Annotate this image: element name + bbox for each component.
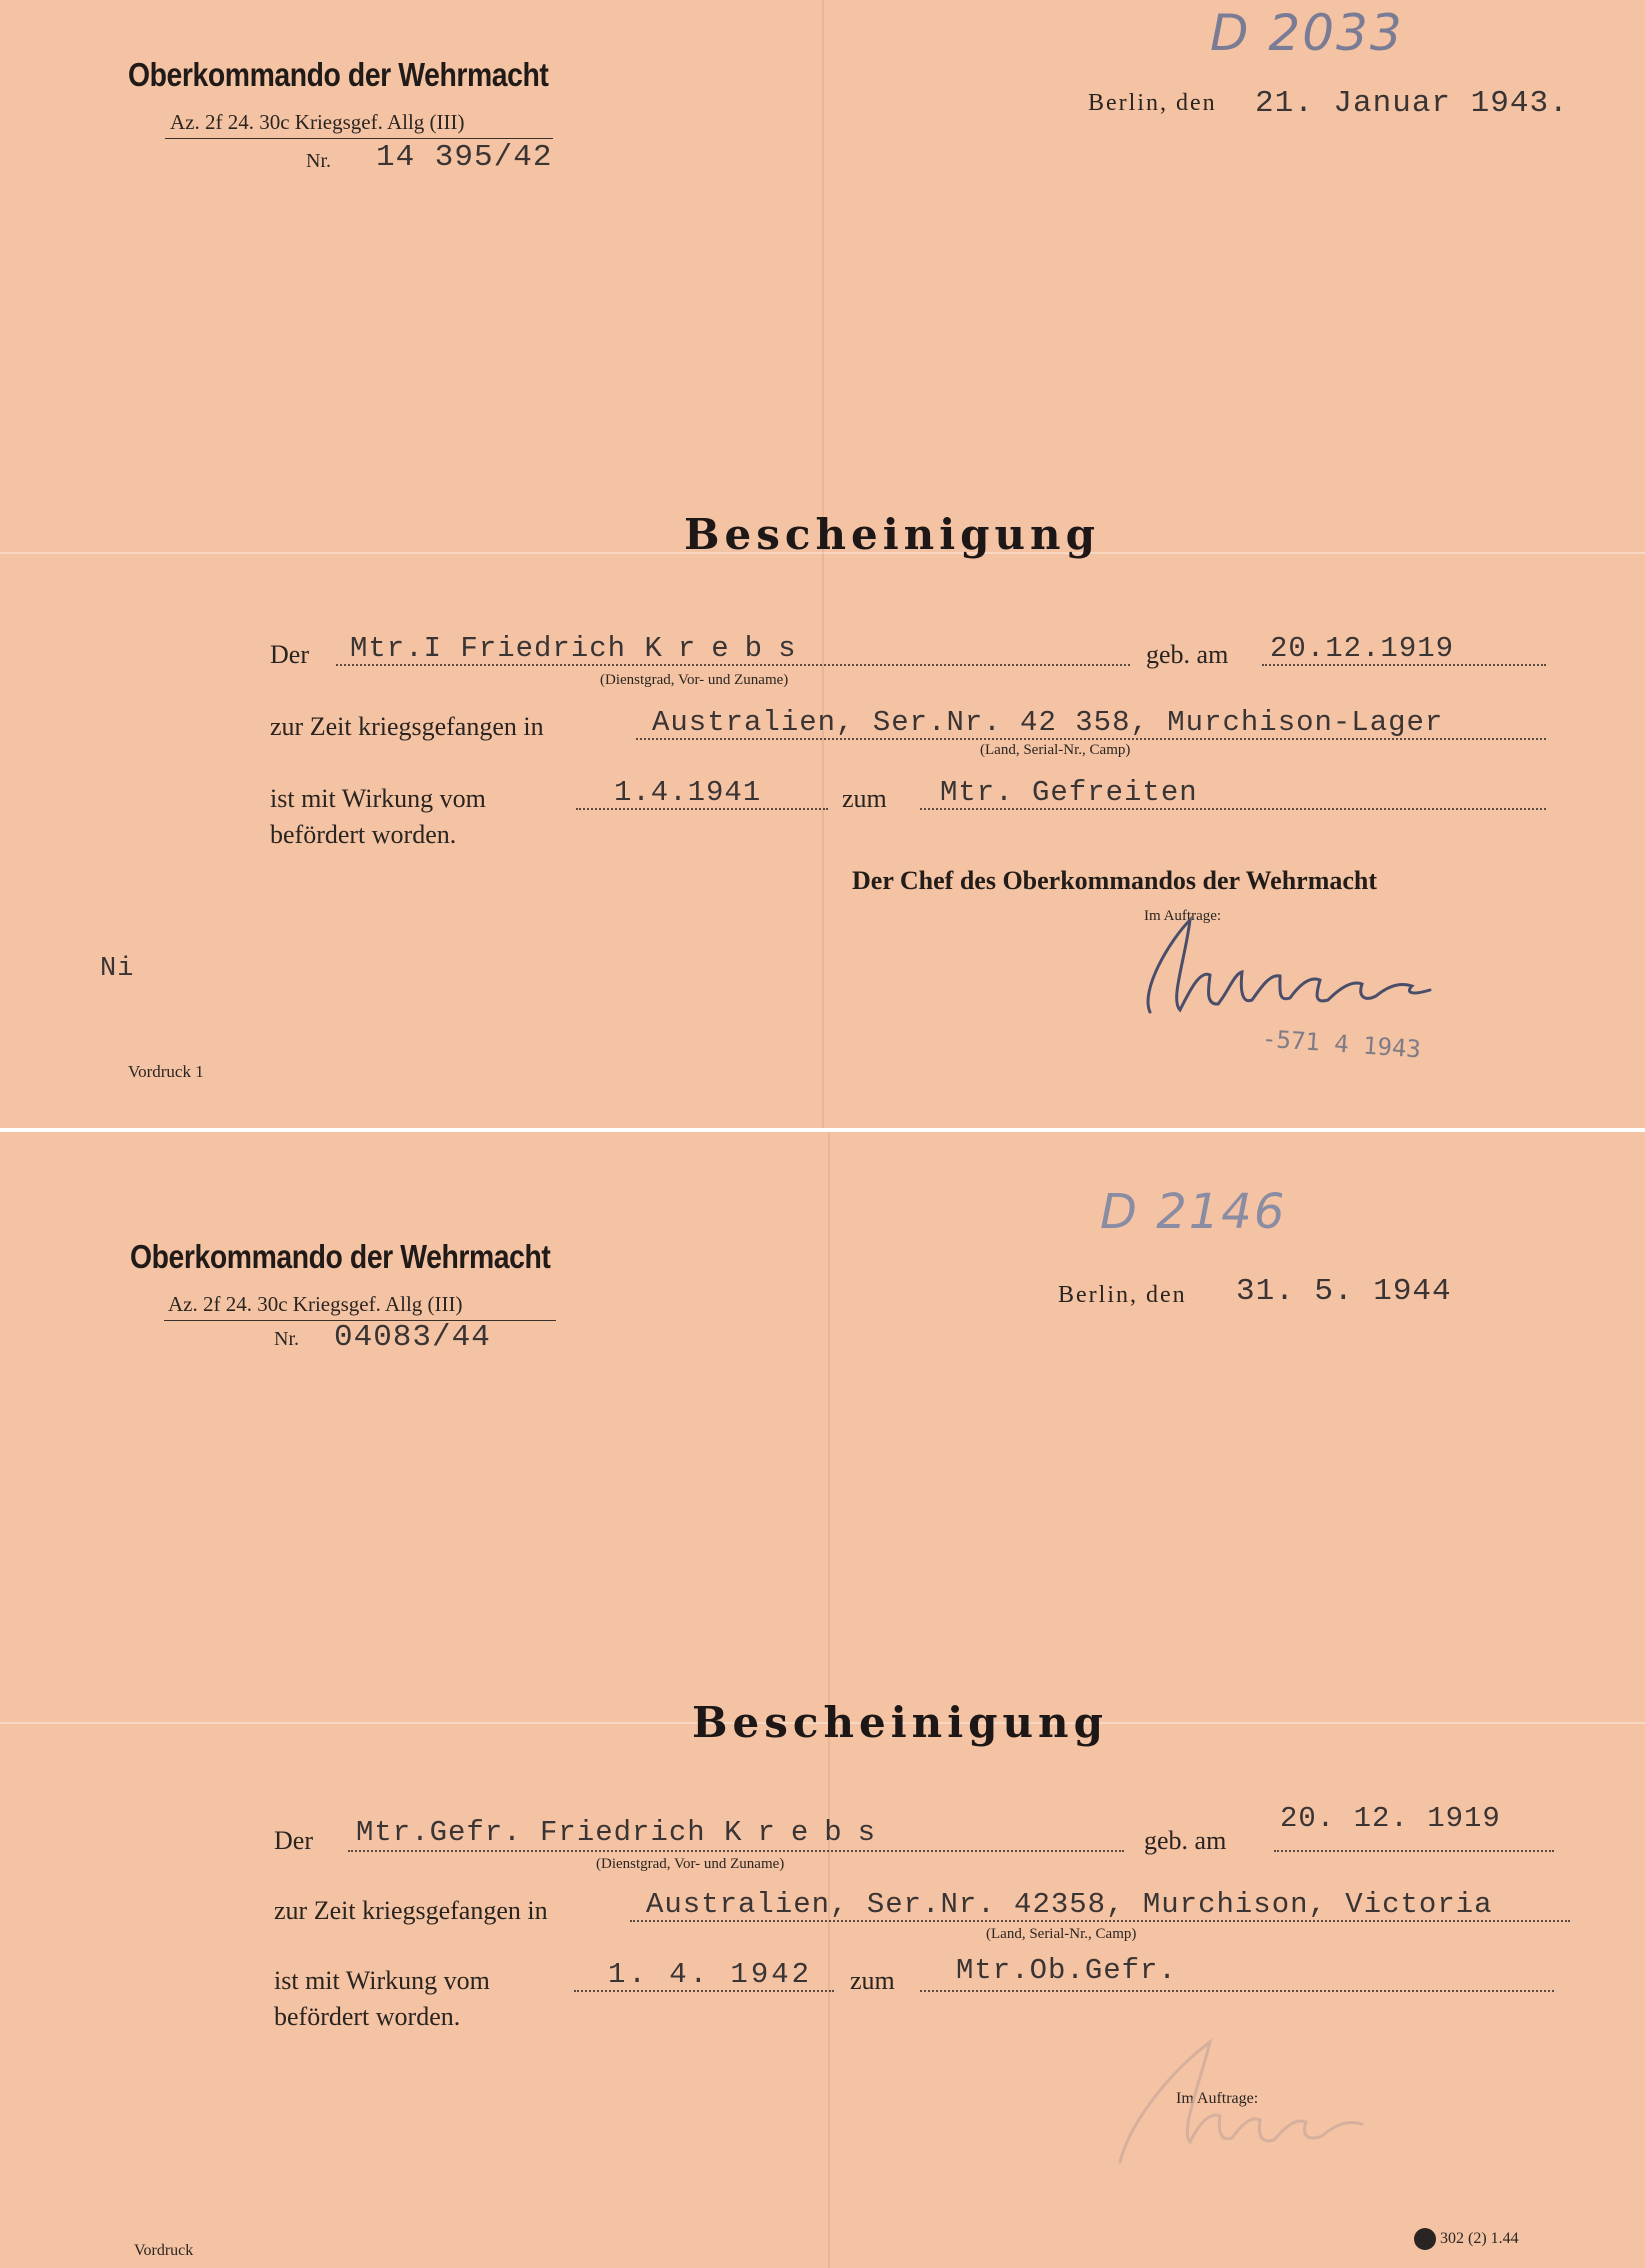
birth-label: geb. am	[1146, 640, 1229, 669]
archive-mark: D 2146	[1100, 1184, 1287, 1240]
fill-line	[574, 1990, 834, 1992]
letterhead-org: Oberkommando der Wehrmacht	[128, 56, 549, 93]
birth-date: 20. 12. 1919	[1280, 1802, 1501, 1835]
paper-fold	[822, 0, 824, 1128]
captivity-caption: (Land, Serial-Nr., Camp)	[986, 1926, 1137, 1942]
zum-label: zum	[842, 784, 887, 813]
certificate-sheet-1944	[0, 1132, 1645, 2268]
nr-value: 04083/44	[334, 1320, 491, 1355]
effect-date: 1.4.1941	[614, 776, 762, 809]
name-caption: (Dienstgrad, Vor- und Zuname)	[596, 1856, 785, 1872]
soldier-rank-firstname: Mtr.I Friedrich	[350, 632, 627, 665]
captivity-caption: (Land, Serial-Nr., Camp)	[980, 742, 1131, 758]
new-rank: Mtr. Gefreiten	[940, 776, 1198, 809]
birth-date: 20.12.1919	[1270, 632, 1455, 665]
captivity-location: Australien, Ser.Nr. 42358, Murchison, Victoria	[646, 1888, 1493, 1921]
form-label: Vordruck 1	[128, 1062, 204, 1081]
soldier-name	[356, 1816, 891, 1849]
certificate-sheet-1943	[0, 0, 1645, 1128]
place-label: Berlin, den	[1088, 90, 1217, 116]
issue-date: 31. 5. 1944	[1236, 1274, 1452, 1309]
promoted-text: befördert worden.	[274, 2002, 461, 2031]
signature-faint	[1100, 2012, 1400, 2172]
reference-az: Az. 2f 24. 30c Kriegsgef. Allg (III)	[170, 110, 465, 134]
issue-date: 21. Januar 1943.	[1255, 86, 1569, 121]
name-caption: (Dienstgrad, Vor- und Zuname)	[600, 672, 789, 688]
soldier-rank-firstname: Mtr.Gefr. Friedrich	[356, 1816, 706, 1849]
birth-label: geb. am	[1144, 1826, 1227, 1855]
captivity-location: Australien, Ser.Nr. 42 358, Murchison-Lager	[652, 706, 1444, 739]
soldier-surname: Krebs	[644, 632, 812, 665]
on-behalf-label: Im Auftrage:	[1144, 908, 1222, 924]
reference-az: Az. 2f 24. 30c Kriegsgef. Allg (III)	[168, 1292, 463, 1316]
fill-line	[348, 1850, 1124, 1852]
nr-label: Nr.	[274, 1328, 299, 1350]
der-label: Der	[270, 640, 309, 669]
fill-line	[336, 664, 1130, 666]
form-code: 302 (2) 1.44	[1440, 2230, 1519, 2247]
fill-line	[630, 1920, 1570, 1922]
on-behalf-label: Im Auftrage:	[1176, 2090, 1259, 2107]
new-rank: Mtr.Ob.Gefr.	[956, 1954, 1177, 1987]
effect-date: 1. 4. 1942	[608, 1958, 813, 1991]
soldier-name	[350, 632, 811, 665]
captivity-label: zur Zeit kriegsgefangen in	[274, 1896, 548, 1925]
effect-label: ist mit Wirkung vom	[270, 784, 486, 813]
fill-line	[1274, 1850, 1554, 1852]
archive-mark: D 2033	[1210, 4, 1404, 62]
form-label: Vordruck	[134, 2242, 194, 2259]
eagle-seal-icon	[1414, 2228, 1436, 2250]
document-title: Bescheinigung	[692, 1698, 1108, 1747]
place-label: Berlin, den	[1058, 1282, 1187, 1308]
captivity-label: zur Zeit kriegsgefangen in	[270, 712, 544, 741]
fill-line	[920, 1990, 1554, 1992]
fill-line	[636, 738, 1546, 740]
letterhead-org: Oberkommando der Wehrmacht	[130, 1238, 551, 1275]
signature	[1130, 900, 1470, 1030]
typist-initials: Ni	[100, 954, 135, 984]
nr-label: Nr.	[306, 150, 331, 172]
fill-line	[1262, 664, 1546, 666]
document-title: Bescheinigung	[684, 510, 1100, 559]
soldier-surname: Krebs	[724, 1816, 892, 1849]
date-stamp: -571 4 1943	[1261, 1024, 1422, 1064]
fill-line	[920, 808, 1546, 810]
der-label: Der	[274, 1826, 313, 1855]
promoted-text: befördert worden.	[270, 820, 457, 849]
fill-line	[576, 808, 828, 810]
reference-underline	[165, 138, 553, 139]
effect-label: ist mit Wirkung vom	[274, 1966, 490, 1995]
issuer-title: Der Chef des Oberkommandos der Wehrmacht	[852, 866, 1378, 895]
zum-label: zum	[850, 1966, 895, 1995]
nr-value: 14 395/42	[376, 140, 553, 175]
